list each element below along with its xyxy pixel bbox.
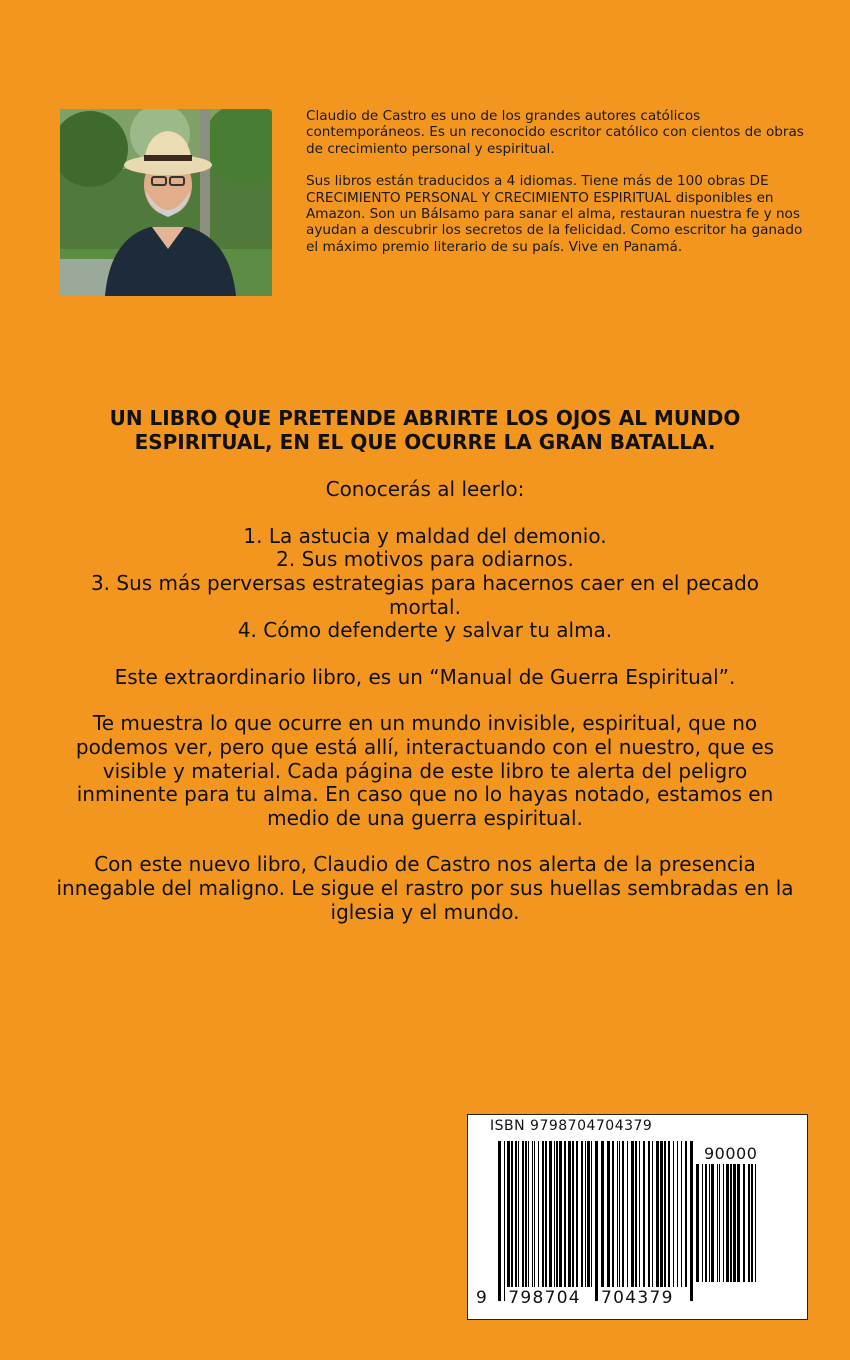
addon-barcode (696, 1164, 776, 1296)
isbn-label: ISBN 9798704704379 (490, 1118, 653, 1134)
barcode-bar (534, 1141, 535, 1287)
barcode-bar (681, 1141, 682, 1287)
blurb-headline: UN LIBRO QUE PRETENDE ABRIRTE LOS OJOS AL MUNDO ESPIRITUAL, EN EL QUE OCURRE LA GRAN BATALLA. (109, 406, 741, 454)
barcode-bar (538, 1141, 539, 1287)
barcode-bar (545, 1141, 547, 1287)
author-photo (60, 109, 272, 296)
barcode-bar (643, 1141, 645, 1287)
barcode-bar (581, 1141, 583, 1287)
barcode-bar (730, 1164, 732, 1282)
ean-barcode (498, 1141, 718, 1301)
isbn-digits: 9 798704 704379 (476, 1288, 674, 1308)
list-item: 3. Sus más perversas estrategias para hacernos caer en el pecado mortal. (90, 570, 760, 619)
barcode-bar (755, 1164, 756, 1282)
barcode-bar (515, 1141, 517, 1287)
barcode-bar (498, 1141, 501, 1301)
barcode-bar (554, 1141, 555, 1287)
barcode-bar (518, 1141, 519, 1287)
barcode-bar (635, 1141, 637, 1287)
barcode-bar (705, 1164, 707, 1282)
barcode-bar (619, 1141, 620, 1287)
author-bio (306, 108, 818, 271)
barcode-bar (525, 1141, 527, 1287)
barcode-bar (549, 1141, 552, 1287)
barcode-bar (532, 1141, 533, 1287)
blurb-paragraph: Te muestra lo que ocurre en un mundo invisible, espiritual, que no podemos ver, pero que está allí, interactuando con el nuestro, que es visible y material. Cada página de este libro te alerta del peligro inminente para tu alma. En caso que no lo hayas notado, estamos en medio de una guerra espiritual. (75, 711, 775, 830)
barcode-bar (568, 1141, 571, 1287)
blurb-paragraph: Con este nuevo libro, Claudio de Castro nos alerta de la presencia innegable del maligno. Le sigue el rastro por sus huellas sembradas en la iglesia y el mundo. (56, 852, 794, 924)
barcode-bar (607, 1141, 610, 1287)
barcode-bar (660, 1141, 663, 1287)
barcode-bar (743, 1164, 745, 1282)
barcode-bar (719, 1164, 720, 1282)
barcode-bar (576, 1141, 578, 1287)
barcode-bar (522, 1141, 524, 1287)
barcode-bar (748, 1164, 750, 1282)
barcode-bar (751, 1164, 753, 1282)
barcode-bar (612, 1141, 614, 1287)
barcode-bar (504, 1141, 505, 1301)
barcode-bar (528, 1141, 529, 1287)
price-code: 90000 (704, 1144, 758, 1163)
isbn-barcode-box (467, 1114, 808, 1320)
barcode-bar (673, 1141, 674, 1287)
barcode-bar (585, 1141, 586, 1287)
barcode-bar (696, 1164, 699, 1282)
blurb-list (55, 525, 795, 643)
barcode-bar (690, 1141, 693, 1301)
author-portrait-image (60, 109, 272, 296)
list-item: 2. Sus motivos para odiarnos. (276, 547, 574, 572)
barcode-bar (631, 1141, 634, 1287)
barcode-bar (656, 1141, 659, 1287)
barcode-bar (601, 1141, 604, 1287)
barcode-bar (617, 1141, 618, 1287)
barcode-bar (717, 1164, 718, 1282)
barcode-bar (556, 1141, 558, 1287)
barcode-bar (542, 1141, 544, 1287)
barcode-bar (677, 1141, 678, 1287)
barcode-bar (664, 1141, 666, 1287)
barcode-bar (507, 1141, 510, 1287)
barcode-bar (733, 1164, 736, 1282)
barcode-bar (668, 1141, 670, 1287)
barcode-bar (591, 1141, 592, 1287)
barcode-bar (702, 1164, 703, 1282)
barcode-bar (648, 1141, 650, 1287)
barcode-bar (709, 1164, 710, 1282)
barcode-bar (639, 1141, 640, 1287)
barcode-bar (564, 1141, 566, 1287)
barcode-bar (627, 1141, 628, 1287)
barcode-bar (723, 1164, 724, 1282)
barcode-bar (559, 1141, 562, 1287)
barcode-bar (572, 1141, 574, 1287)
blurb-paragraph: Este extraordinario libro, es un “Manual de Guerra Espiritual”. (114, 664, 736, 689)
author-bio-paragraph: Claudio de Castro es uno de los grandes autores católicos contemporáneos. Es un reconocido escritor católico con cientos de obras de crecimiento personal y espiritual. (306, 108, 804, 157)
blurb-intro: Conocerás al leerlo: (325, 477, 525, 502)
barcode-bar (622, 1141, 624, 1287)
barcode-bar (652, 1141, 653, 1287)
barcode-bar (595, 1141, 598, 1301)
barcode-bar (587, 1141, 590, 1287)
barcode-bar (726, 1164, 729, 1282)
barcode-bar (685, 1141, 687, 1287)
book-blurb (55, 407, 795, 947)
barcode-bar (737, 1164, 740, 1282)
list-item: 1. La astucia y maldad del demonio. (243, 523, 607, 548)
list-item: 4. Cómo defenderte y salvar tu alma. (237, 618, 613, 643)
author-bio-paragraph: Sus libros están traducidos a 4 idiomas. Tiene más de 100 obras DE CRECIMIENTO PERSONAL Y CRECIMIENTO ESPIRITUAL disponibles en Amazon. Son un Bálsamo para sanar el alma, restauran nuestra fe y nos ayudan a descubrir los secretos de la felicidad. Como escritor ha ganado el máximo premio literario de su país. Vive en Panamá. (306, 173, 803, 255)
barcode-bar (511, 1141, 513, 1287)
barcode-bar (711, 1164, 714, 1282)
